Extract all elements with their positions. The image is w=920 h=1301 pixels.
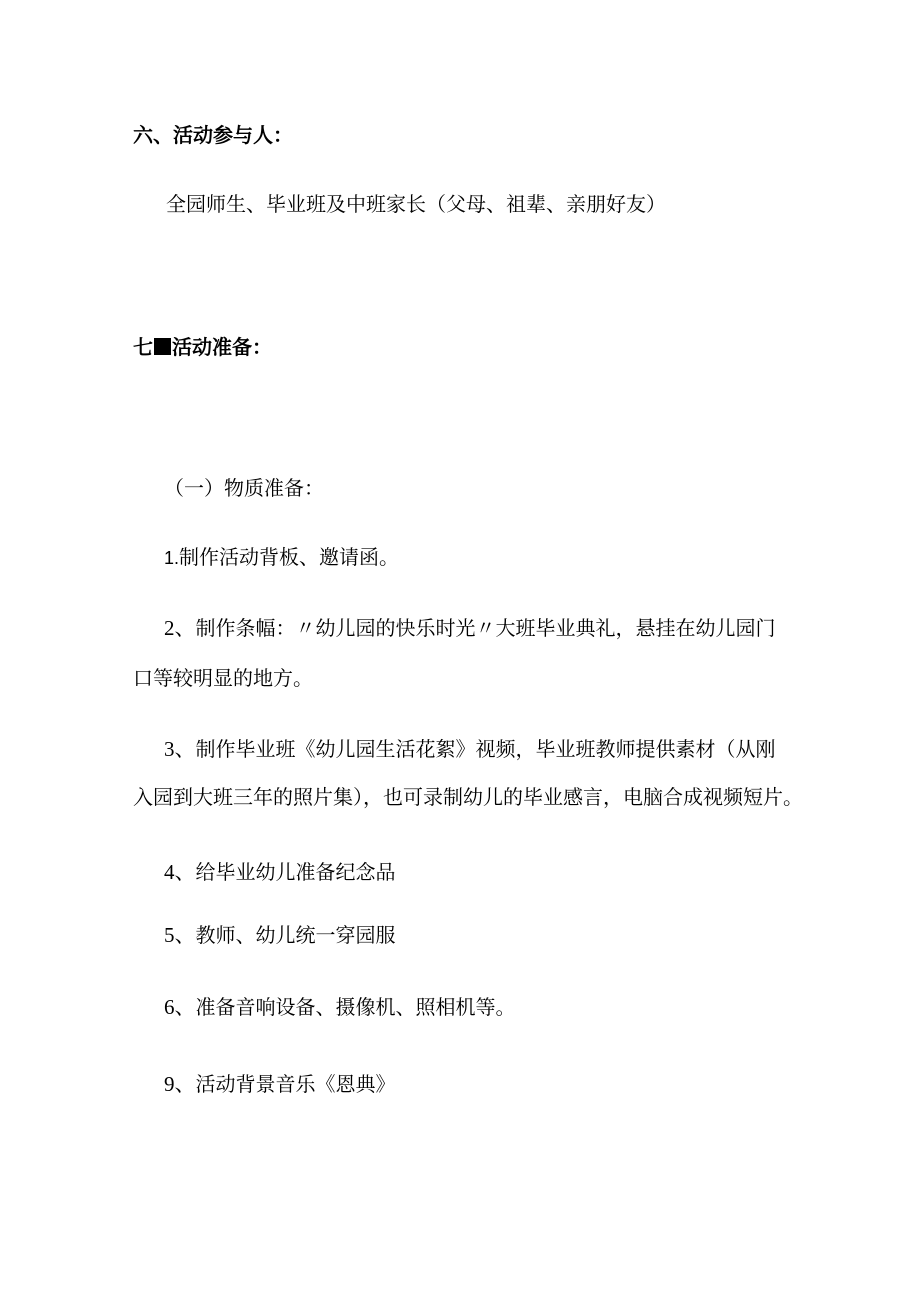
list-item-5 [164, 921, 396, 949]
list-item-3-line-1 [164, 735, 776, 763]
list-item-3-number: 3、 [164, 737, 196, 761]
list-item-5-number: 5、 [164, 923, 196, 947]
list-item-9-number: 9、 [164, 1072, 196, 1096]
list-item-2-line-2: 口等较明显的地方。 [133, 666, 313, 690]
list-item-6 [164, 993, 516, 1021]
list-item-4-text: 给毕业幼儿准备纪念品 [195, 860, 396, 884]
list-item-4-number: 4、 [164, 860, 196, 884]
list-item-2-number: 2、 [164, 616, 196, 640]
list-item-4 [164, 858, 396, 886]
list-item-1-number: 1. [164, 548, 180, 568]
list-item-2-line-1 [164, 614, 776, 642]
list-item-1 [164, 543, 399, 572]
list-item-9 [164, 1070, 396, 1098]
subheading-material-preparation: （一）物质准备： [164, 476, 324, 500]
list-item-6-number: 6、 [164, 995, 196, 1019]
list-item-1-text: 制作活动背板、邀请函。 [179, 545, 400, 569]
filled-square-icon [154, 338, 171, 355]
list-item-9-text: 活动背景音乐《恩典》 [195, 1072, 396, 1096]
section-6-heading: 六、活动参与人： [133, 123, 293, 147]
list-item-3-line-2: 入园到大班三年的照片集），也可录制幼儿的毕业感言，电脑合成视频短片。 [133, 785, 803, 809]
list-item-3-text: 制作毕业班《幼儿园生活花絮》视频，毕业班教师提供素材（从刚 [195, 737, 776, 761]
list-item-2-text: 制作条幅：〃幼儿园的快乐时光〃大班毕业典礼，悬挂在幼儿园门 [195, 616, 776, 640]
section-7-heading-text: 活动准备： [172, 335, 272, 359]
list-item-6-text: 准备音响设备、摄像机、照相机等。 [195, 995, 516, 1019]
list-item-5-text: 教师、幼儿统一穿园服 [195, 923, 396, 947]
section-7-heading [133, 333, 272, 361]
section-7-heading-prefix: 七 [133, 335, 153, 359]
section-6-body: 全园师生、毕业班及中班家长（父母、祖辈、亲朋好友） [166, 192, 666, 216]
